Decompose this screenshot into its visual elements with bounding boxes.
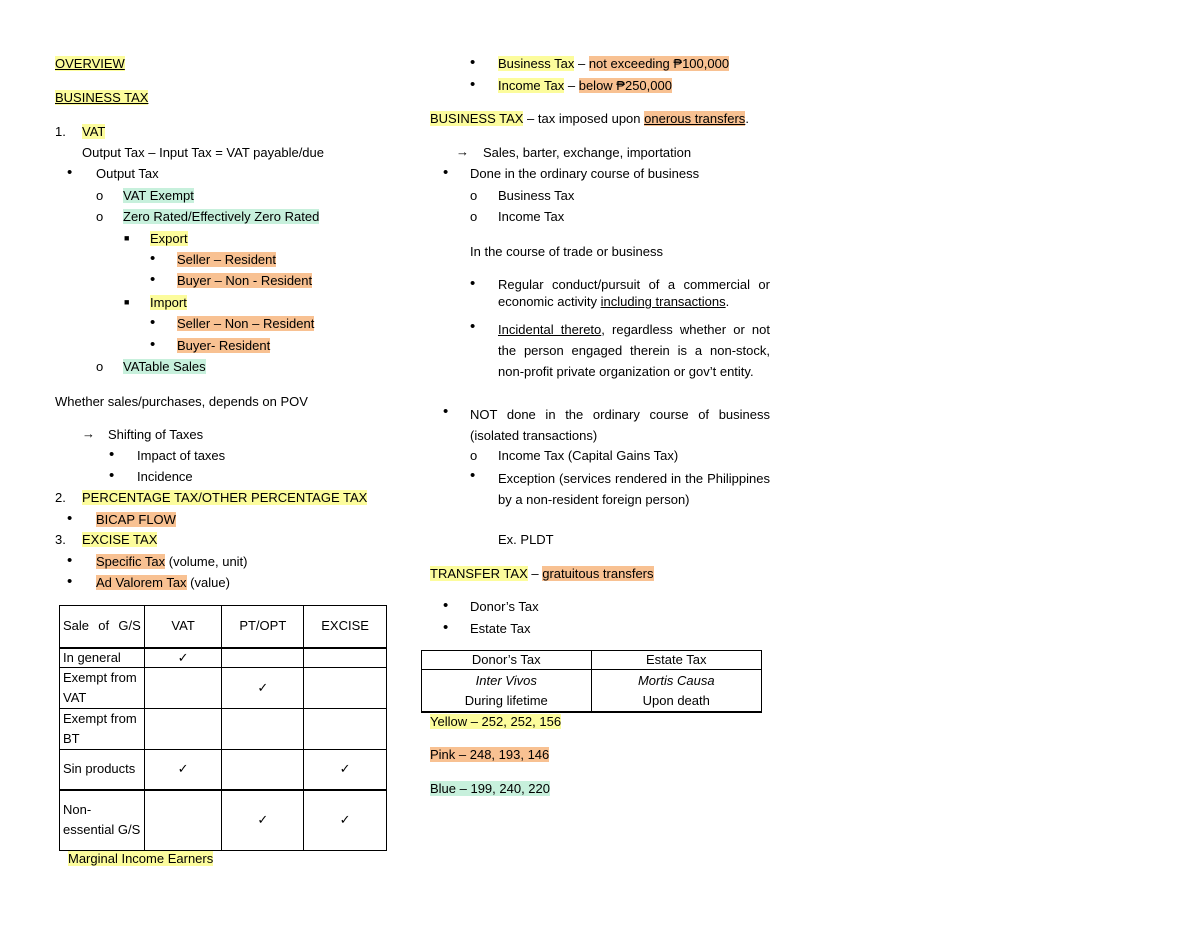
bicap-flow: BICAP FLOW: [96, 512, 176, 527]
table-row: [422, 670, 762, 713]
arrow-right-icon: →: [456, 144, 469, 159]
yellow-legend: Yellow – 252, 252, 156: [430, 714, 562, 729]
table-cell: [222, 750, 304, 790]
transfer-tax-table: [421, 650, 762, 713]
bullet-icon: •: [470, 467, 476, 484]
table-header-cell: Donor’s Tax: [422, 651, 592, 670]
ordinary-business-tax: Business Tax: [498, 188, 575, 203]
shifting-of-taxes: Shifting of Taxes: [108, 427, 204, 442]
vat-formula: Output Tax – Input Tax = VAT payable/due: [82, 145, 324, 160]
table-cell: [144, 790, 222, 851]
bullet-icon: •: [470, 275, 476, 292]
exception-note: Exception (services rendered in the Philippines by a non-resident foreign person): [498, 471, 770, 507]
circle-bullet-icon: o: [96, 359, 104, 374]
checkmark-icon: ✓: [144, 648, 222, 668]
table-row: [60, 648, 387, 668]
table-cell: [304, 648, 387, 668]
bullet-icon: •: [470, 76, 476, 93]
circle-bullet-icon: o: [470, 448, 478, 463]
pov-note: Whether sales/purchases, depends on POV: [55, 394, 308, 409]
vatable-sales: VATable Sales: [123, 359, 206, 374]
mortis-causa: Mortis Causa: [637, 673, 715, 688]
ordinary-course: Done in the ordinary course of business: [470, 166, 700, 181]
impact-of-taxes: Impact of taxes: [137, 448, 226, 463]
export-buyer: Buyer – Non - Resident: [177, 273, 313, 288]
import-seller: Seller – Non – Resident: [177, 316, 315, 331]
table-header-row: [422, 651, 762, 670]
table-header-cell: Estate Tax: [591, 651, 761, 670]
bullet-icon: •: [109, 467, 115, 484]
overview-heading: OVERVIEW: [55, 56, 125, 71]
not-ordinary-course: NOT done in the ordinary course of business (isolated transactions): [470, 407, 770, 443]
table-cell: Exempt from BT: [60, 709, 145, 750]
table-cell: [222, 648, 304, 668]
checkmark-icon: ✓: [222, 668, 304, 709]
it-threshold: Income Tax – below ₱250,000: [498, 78, 672, 93]
bullet-icon: •: [109, 446, 115, 463]
excise-tax-heading: EXCISE TAX: [82, 532, 158, 547]
upon-death: Upon death: [642, 693, 710, 708]
vat-exempt: VAT Exempt: [123, 188, 194, 203]
table-cell: Non-essential G/S: [60, 790, 145, 851]
regular-conduct: Regular conduct/pursuit of a commercial or economic activity including transactions.: [498, 277, 770, 309]
sales-list: Sales, barter, exchange, importation: [483, 145, 692, 160]
capital-gains-tax: Income Tax (Capital Gains Tax): [498, 448, 679, 463]
table-cell: [304, 668, 387, 709]
table-cell: [144, 709, 222, 750]
table-header-cell: PT/OPT: [222, 606, 304, 648]
pink-legend: Pink – 248, 193, 146: [430, 747, 550, 762]
arrow-right-icon: →: [82, 426, 95, 441]
bullet-icon: •: [150, 336, 156, 353]
bullet-icon: •: [443, 403, 449, 420]
bullet-icon: •: [67, 552, 73, 569]
course-of-trade: In the course of trade or business: [470, 244, 663, 259]
circle-bullet-icon: o: [96, 188, 104, 203]
checkmark-icon: ✓: [222, 790, 304, 851]
vat-heading: VAT: [82, 124, 106, 139]
bullet-icon: •: [443, 164, 449, 181]
table-cell: In general: [60, 648, 145, 668]
bullet-icon: •: [150, 250, 156, 267]
circle-bullet-icon: o: [470, 209, 478, 224]
output-tax: Output Tax: [96, 166, 159, 181]
checkmark-icon: ✓: [304, 750, 387, 790]
square-bullet-icon: ■: [124, 233, 130, 243]
checkmark-icon: ✓: [304, 790, 387, 851]
pt-number: 2.: [55, 490, 66, 505]
bullet-icon: •: [150, 314, 156, 331]
bt-threshold: Business Tax – not exceeding ₱100,000: [498, 56, 730, 71]
import-buyer: Buyer- Resident: [177, 338, 271, 353]
square-bullet-icon: ■: [124, 297, 130, 307]
table-row: [60, 668, 387, 709]
table-row: [60, 790, 387, 851]
bullet-icon: •: [67, 573, 73, 590]
circle-bullet-icon: o: [96, 209, 104, 224]
table-cell: [304, 709, 387, 750]
bullet-icon: •: [443, 597, 449, 614]
percentage-tax-heading: PERCENTAGE TAX/OTHER PERCENTAGE TAX: [82, 490, 368, 505]
table-header-row: [60, 606, 387, 648]
excise-number: 3.: [55, 532, 66, 547]
inter-vivos: Inter Vivos: [475, 673, 537, 688]
business-tax-definition: BUSINESS TAX – tax imposed upon onerous transfers.: [430, 111, 749, 126]
ad-valorem-tax: Ad Valorem Tax (value): [96, 575, 230, 590]
export-seller: Seller – Resident: [177, 252, 276, 267]
bullet-icon: •: [443, 619, 449, 636]
vat-number: 1.: [55, 124, 66, 139]
bullet-icon: •: [67, 164, 73, 181]
incidence: Incidence: [137, 469, 193, 484]
table-row: [60, 750, 387, 790]
business-tax-heading: BUSINESS TAX: [55, 90, 149, 105]
table-header-cell: Sale of G/S: [60, 606, 145, 648]
table-cell: Sin products: [60, 750, 145, 790]
example-pldt: Ex. PLDT: [498, 532, 554, 547]
tax-applicability-table: [59, 605, 387, 851]
circle-bullet-icon: o: [470, 188, 478, 203]
table-cell: Exempt from VAT: [60, 668, 145, 709]
export-label: Export: [150, 231, 188, 246]
table-header-cell: EXCISE: [304, 606, 387, 648]
bullet-icon: •: [67, 510, 73, 527]
incidental-thereto: Incidental thereto, regardless whether or not the person engaged therein is a non-stock, non-profit private organization or gov’t entity.: [498, 322, 771, 379]
table-row: [60, 709, 387, 750]
import-label: Import: [150, 295, 187, 310]
specific-tax: Specific Tax (volume, unit): [96, 554, 248, 569]
zero-rated: Zero Rated/Effectively Zero Rated: [123, 209, 320, 224]
bullet-icon: •: [150, 271, 156, 288]
table-cell: [144, 668, 222, 709]
during-lifetime: During lifetime: [464, 693, 548, 708]
donors-tax-item: Donor’s Tax: [470, 599, 539, 614]
estate-tax-item: Estate Tax: [470, 621, 531, 636]
ordinary-income-tax: Income Tax: [498, 209, 565, 224]
marginal-income-earners: Marginal Income Earners: [68, 851, 214, 866]
bullet-icon: •: [470, 318, 476, 335]
table-header-cell: VAT: [144, 606, 222, 648]
table-cell: [422, 670, 592, 713]
table-cell: [222, 709, 304, 750]
transfer-tax-definition: TRANSFER TAX – gratuitous transfers: [430, 566, 654, 581]
blue-legend: Blue – 199, 240, 220: [430, 781, 550, 796]
bullet-icon: •: [470, 54, 476, 71]
checkmark-icon: ✓: [144, 750, 222, 790]
table-cell: [591, 670, 761, 713]
